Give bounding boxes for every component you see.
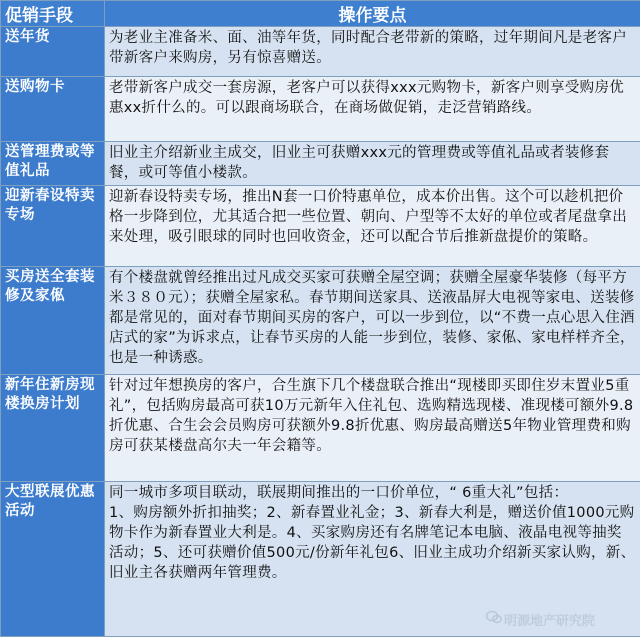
row-method: 送管理费或等值礼品 xyxy=(1,142,105,186)
watermark-text: 明源地产研究院 xyxy=(504,614,596,629)
row-description: 迎新春设特卖专场，推出N套一口价特惠单位，成本价出售。这个可以趁机把价格一步降到位，尤其适合把一些位置、朝向、户型等不太好的单位或者尾盘拿出来处理，吸引眼球的同时也回收资金，还可以配合节后推新盘提价的策略。 xyxy=(105,186,640,267)
row-description: 老带新客户成交一套房源，老客户可以获得xxx元购物卡，新客户则享受购房优惠xx折什么的。可以跟商场联合，在商场做促销，走泛营销路线。 xyxy=(105,77,640,142)
header-key-points: 操作要点 xyxy=(105,1,640,27)
row-description: 有个楼盘就曾经推出过凡成交买家可获赠全屋空调；获赠全屋豪华装修（每平方米３８０元）；获赠全屋家私。春节期间送家具、送液晶屏大电视等家电、送装修都是常见的，面对春节期间买房的客户，可以一步到位，以“不费一点心思入住酒店式的家”为诉求点，让春节买房的人能一步到位，装修、家俬、家电样样齐全，也是一种诱惑。 xyxy=(105,267,640,375)
table-row xyxy=(1,375,640,482)
table-row xyxy=(1,186,640,267)
row-description: 同一城市多项目联动，联展期间推出的一口价单位，“ 6重大礼”包括： 1、购房额外折扣抽奖；2、新春置业礼金；3、新春大利是，赠送价值1000元购物卡作为新春置业大利是。4、买家购房还有名牌笔记本电脑、液晶电视等抽奖活动；5、还可获赠价值500元/份新年礼包6、旧业主成功介绍新买家认购，新、旧业主各获赠两年管理费。 xyxy=(105,482,640,637)
row-description: 旧业主介绍新业主成交，旧业主可获赠xxx元的管理费或等值礼品或者装修套餐，或可等值小楼款。 xyxy=(105,142,640,186)
row-method: 新年住新房现楼换房计划 xyxy=(1,375,105,482)
row-method: 送年货 xyxy=(1,27,105,77)
row-method: 迎新春设特卖专场 xyxy=(1,186,105,267)
row-method: 送购物卡 xyxy=(1,77,105,142)
table-row xyxy=(1,27,640,77)
table-header-row xyxy=(1,1,640,27)
header-promotion-method: 促销手段 xyxy=(1,1,105,27)
row-method: 大型联展优惠活动 xyxy=(1,482,105,637)
table-row xyxy=(1,142,640,186)
table-row xyxy=(1,267,640,375)
row-method: 买房送全套装修及家俬 xyxy=(1,267,105,375)
row-description: 针对过年想换房的客户，合生旗下几个楼盘联合推出“现楼即买即住岁末置业5重礼”，包括购房最高可获10万元新年入住礼包、选购精选现楼、准现楼可额外9.8折优惠、合生会会员购房可获额外9.8折优惠、购房最高赠送5年物业管理费和购房可获某楼盘高尔夫一年会籍等。 xyxy=(105,375,640,482)
wechat-icon xyxy=(486,609,502,625)
table-row xyxy=(1,77,640,142)
row-description: 为老业主准备米、面、油等年货，同时配合老带新的策略，过年期间凡是老客户带新客户来购房，另有惊喜赠送。 xyxy=(105,27,640,77)
